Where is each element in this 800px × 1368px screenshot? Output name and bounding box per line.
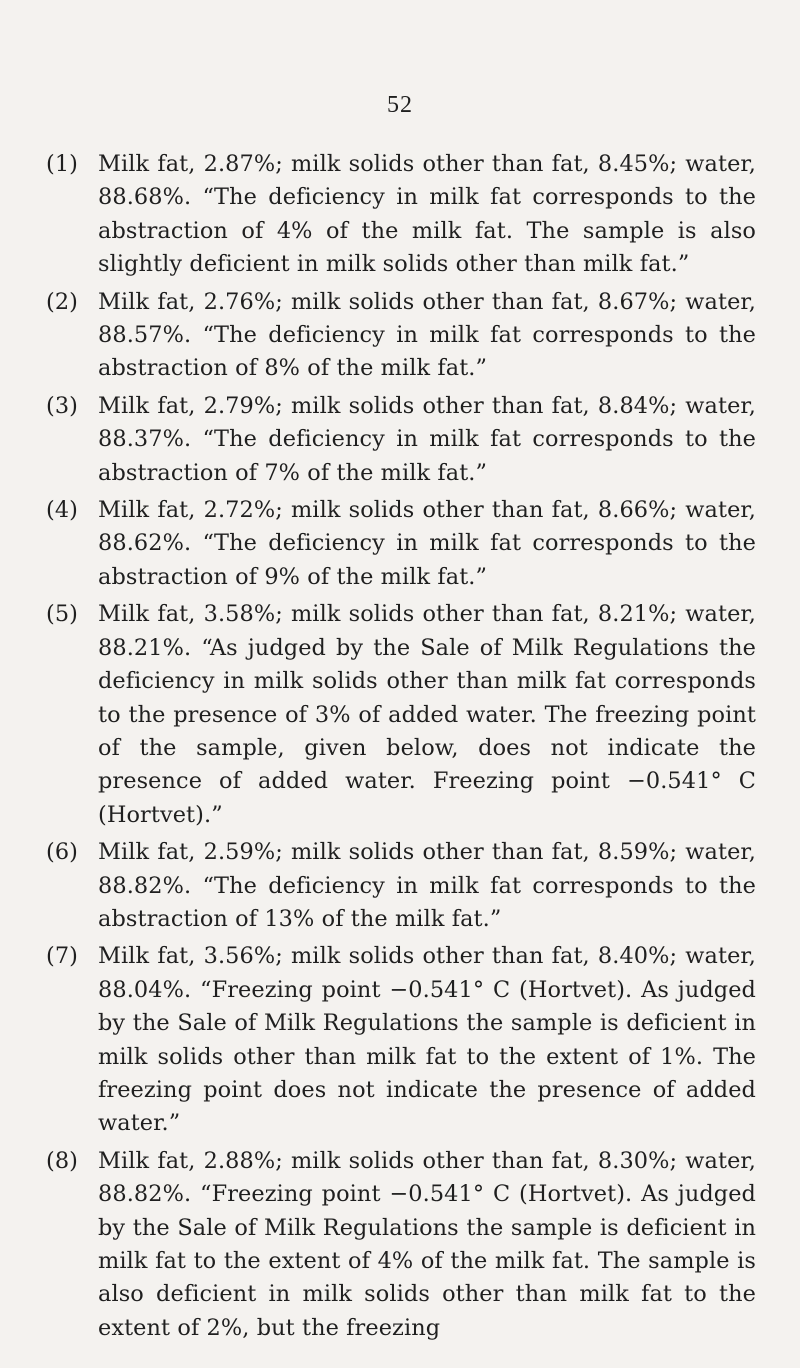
- sample-entry: [46, 148, 756, 282]
- entry-number: (6): [46, 839, 79, 866]
- entry-number: (4): [46, 497, 79, 524]
- entry-number: (1): [46, 151, 79, 177]
- sample-entry: [46, 286, 756, 386]
- sample-entries-list: [46, 148, 756, 1349]
- entry-number: (3): [46, 392, 79, 419]
- sample-entry: [46, 598, 756, 832]
- entry-text: Milk fat, 3.56%; milk solids other than fat, 8.40%; water, 88.04%. “Freezing point −0.541° C (Hortvet). As judged by the Sale of Milk Regulations the sample is deficient in milk solids other than milk fat to the extent of 1%. The freezing point does not indicate the presence of added water.”: [98, 943, 756, 1137]
- page-number: 52: [387, 92, 413, 118]
- entry-text: Milk fat, 2.59%; milk solids other than fat, 8.59%; water, 88.82%. “The deficiency in milk fat corresponds to the abstraction of 13% of the milk fat.”: [98, 839, 756, 932]
- entry-text: Milk fat, 2.87%; milk solids other than fat, 8.45%; water, 88.68%. “The deficiency in milk fat corresponds to the abstraction of 4% of the milk fat. The sample is also slightly deficient in milk solids other than milk fat.”: [98, 151, 756, 278]
- entry-number: (2): [46, 288, 79, 315]
- sample-entry: [46, 390, 756, 490]
- sample-entry: [46, 1145, 756, 1345]
- entry-number: (7): [46, 943, 79, 970]
- entry-number: (5): [46, 601, 79, 628]
- entry-text: Milk fat, 2.72%; milk solids other than fat, 8.66%; water, 88.62%. “The deficiency in milk fat corresponds to the abstraction of 9% of the milk fat.”: [98, 497, 756, 590]
- entry-text: Milk fat, 2.88%; milk solids other than fat, 8.30%; water, 88.82%. “Freezing point −0.541° C (Hortvet). As judged by the Sale of Milk Regulations the sample is deficient in milk fat to the extent of 4% of the milk fat. The sample is also deficient in milk solids other than milk fat to the extent of 2%, but the freezing: [98, 1147, 756, 1341]
- entry-text: Milk fat, 2.76%; milk solids other than fat, 8.67%; water, 88.57%. “The deficiency in milk fat corresponds to the abstraction of 8% of the milk fat.”: [98, 288, 756, 382]
- sample-entry: [46, 836, 756, 936]
- entry-number: (8): [46, 1147, 79, 1174]
- sample-entry: [46, 494, 756, 594]
- sample-entry: [46, 940, 756, 1140]
- entry-text: Milk fat, 2.79%; milk solids other than fat, 8.84%; water, 88.37%. “The deficiency in milk fat corresponds to the abstraction of 7% of the milk fat.”: [98, 392, 756, 486]
- entry-text: Milk fat, 3.58%; milk solids other than fat, 8.21%; water, 88.21%. “As judged by the Sale of Milk Regulations the deficiency in milk solids other than milk fat corresponds to the presence of 3% of added water. The freezing point of the sample, given below, does not indicate the presence of added water. Freezing point −0.541° C (Hortvet).”: [98, 601, 756, 828]
